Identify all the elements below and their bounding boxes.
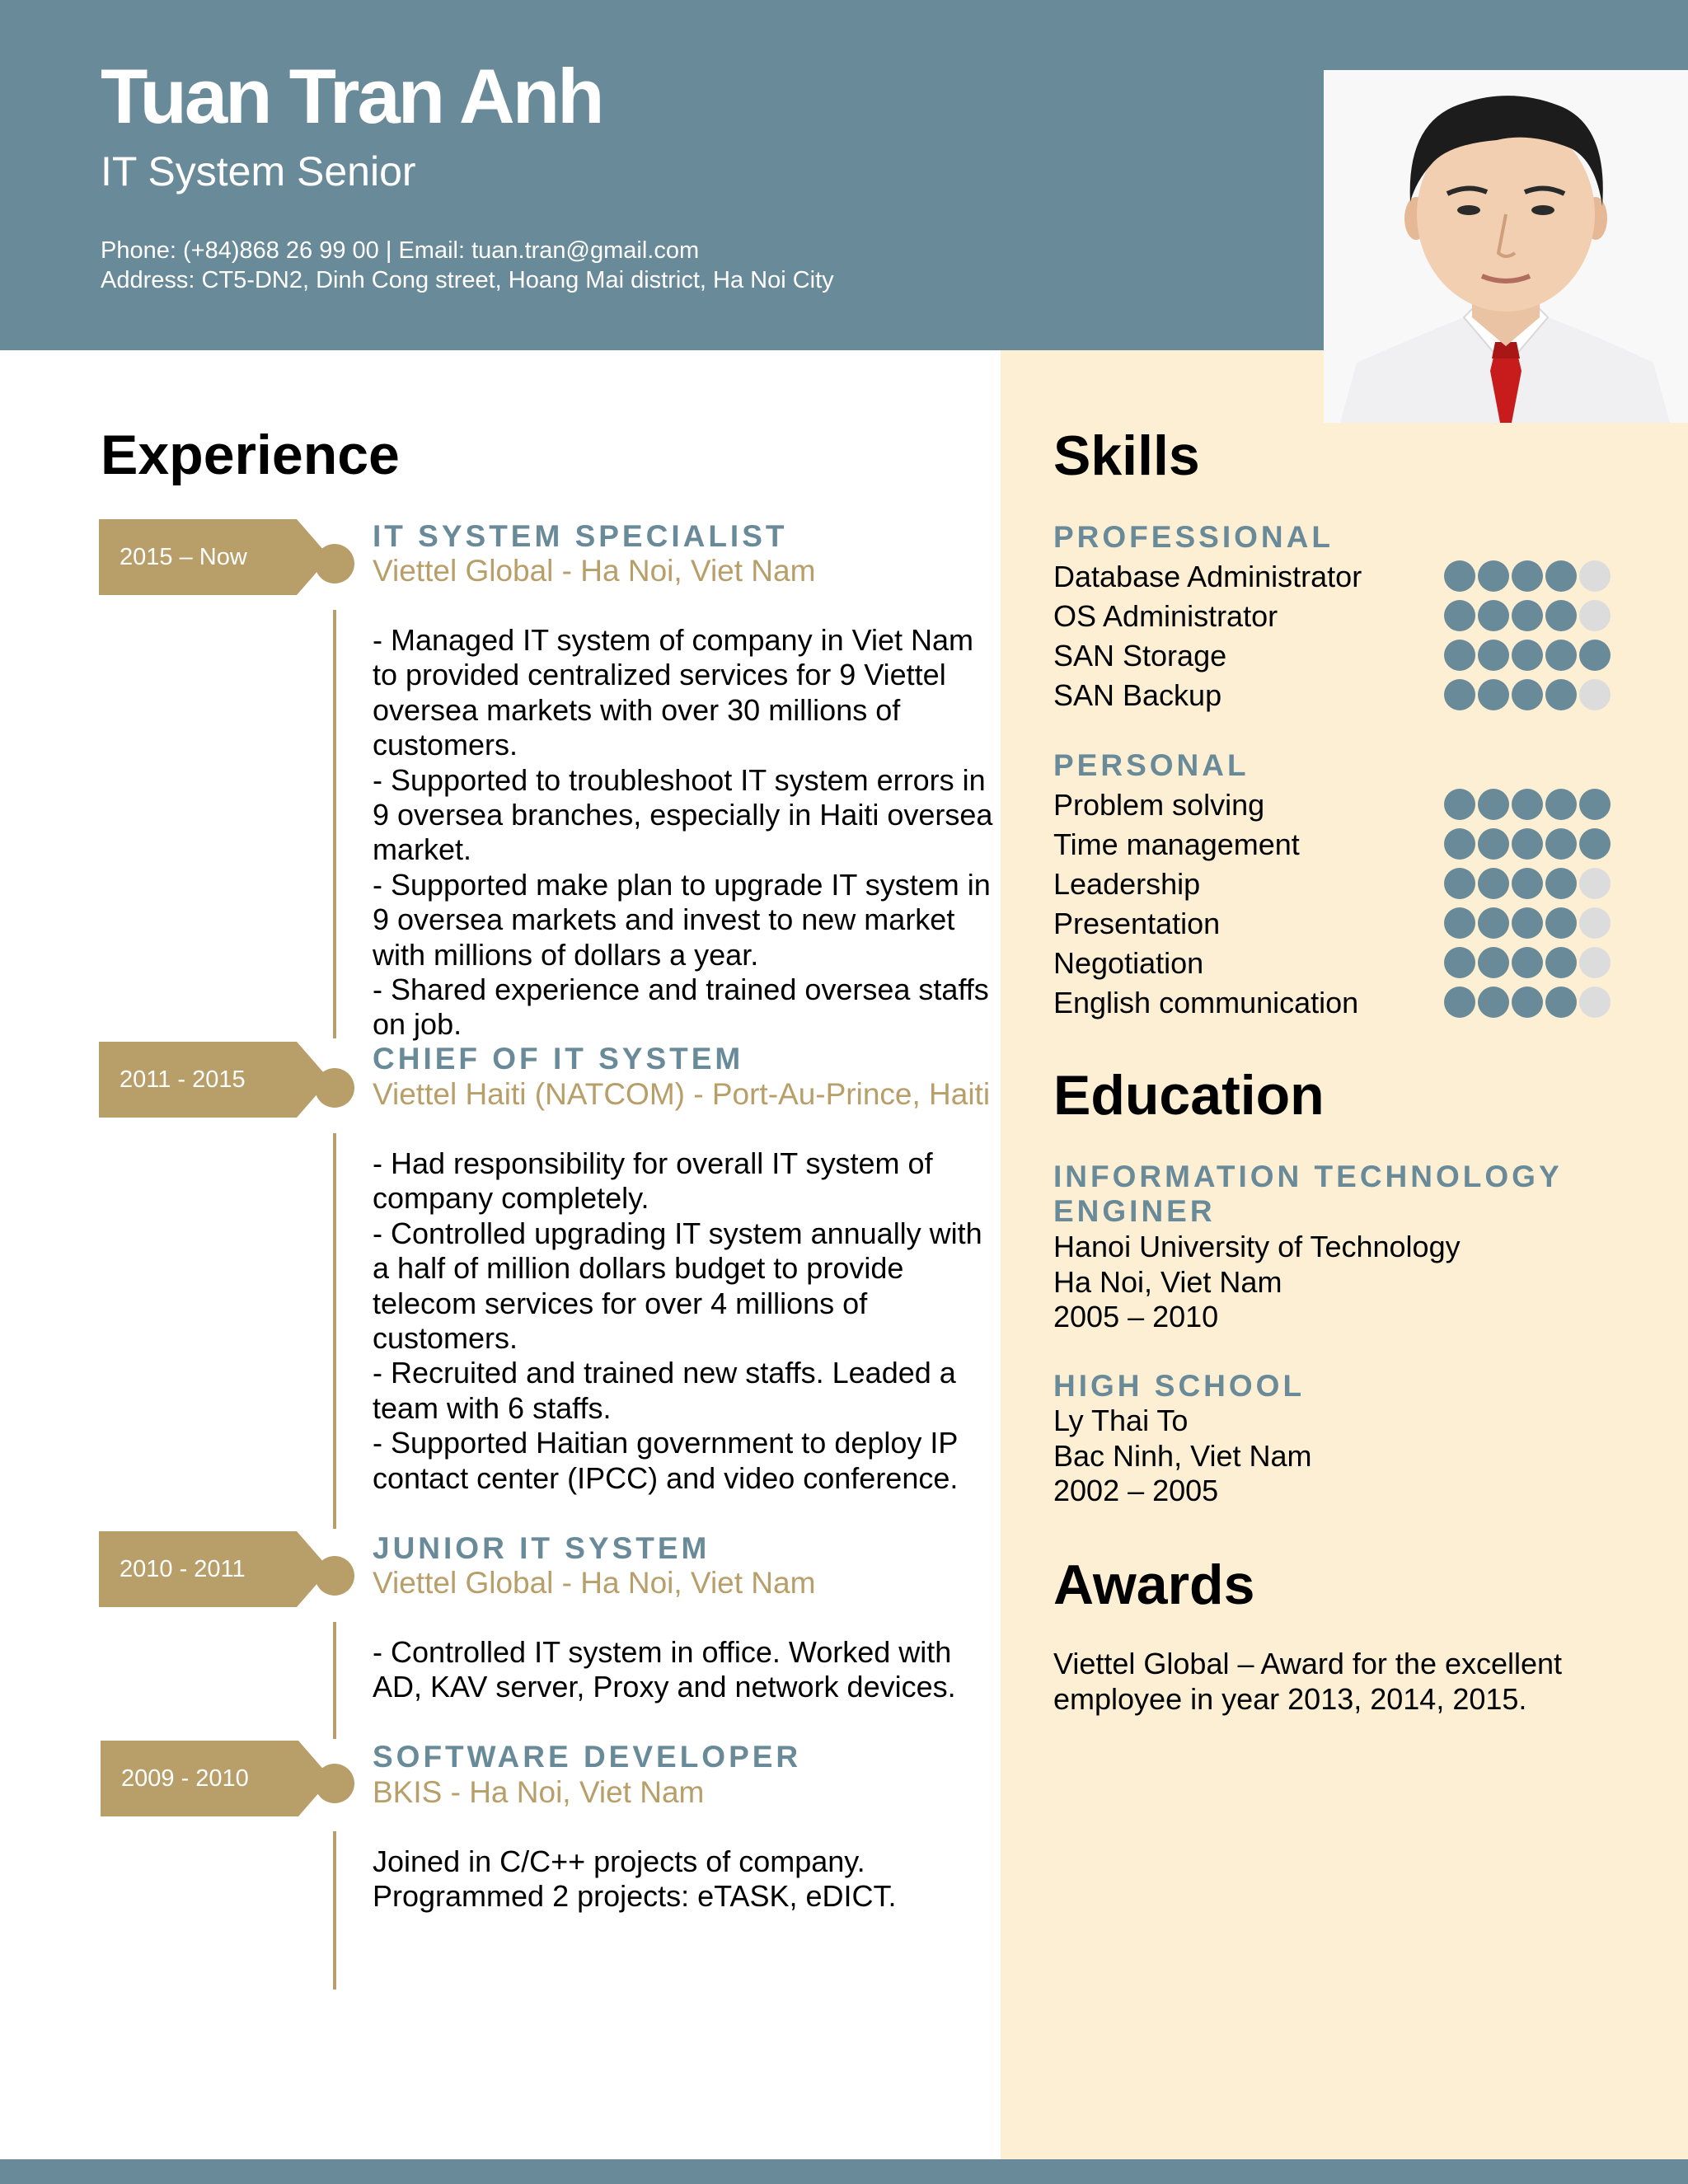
skill-rating xyxy=(1444,600,1611,631)
rating-dot-filled xyxy=(1545,679,1577,710)
timeline-line xyxy=(333,1622,336,1739)
education-years: 2002 – 2005 xyxy=(1053,1474,1219,1507)
rating-dot-filled xyxy=(1545,828,1577,860)
timeline-line xyxy=(333,1133,336,1529)
rating-dot-filled xyxy=(1444,679,1475,710)
rating-dot-filled xyxy=(1512,868,1543,899)
job-bullet: Programmed 2 projects: eTASK, eDICT. xyxy=(373,1879,897,1914)
rating-dot-empty xyxy=(1579,987,1611,1018)
rating-dot-filled xyxy=(1478,679,1509,710)
contact-line-phone-email: Phone: (+84)868 26 99 00 | Email: tuan.tran@gmail.com xyxy=(101,237,700,264)
job-bullet: Joined in C/C++ projects of company. xyxy=(373,1844,865,1878)
skill-row xyxy=(1053,679,1614,719)
rating-dot-filled xyxy=(1545,789,1577,820)
skill-row xyxy=(1053,560,1614,600)
rating-dot-empty xyxy=(1579,560,1611,592)
skill-row xyxy=(1053,828,1614,868)
skill-name: OS Administrator xyxy=(1053,599,1278,633)
job-company: Viettel Global - Ha Noi, Viet Nam xyxy=(373,1566,816,1600)
job-bullet: - Shared experience and trained oversea staffs on job. xyxy=(373,972,989,1042)
education-degree-line: ENGINER xyxy=(1053,1194,1216,1228)
rating-dot-filled xyxy=(1444,907,1475,939)
rating-dot-filled xyxy=(1512,560,1543,592)
job-bullet: - Had responsibility for overall IT system of company completely. xyxy=(373,1146,933,1216)
education-details xyxy=(1053,1230,1461,1335)
job-description xyxy=(373,1635,999,1705)
rating-dot-filled xyxy=(1478,907,1509,939)
rating-dot-empty xyxy=(1579,600,1611,631)
skills-heading: Skills xyxy=(1053,424,1200,487)
education-degree-line: INFORMATION TECHNOLOGY xyxy=(1053,1160,1563,1193)
job-role: IT System Senior xyxy=(101,148,416,194)
skill-row xyxy=(1053,640,1614,679)
rating-dot-filled xyxy=(1444,828,1475,860)
rating-dot-filled xyxy=(1478,987,1509,1018)
footer-bar xyxy=(0,2159,1688,2184)
skill-rating xyxy=(1444,868,1611,899)
date-tag-label: 2015 – Now xyxy=(120,543,247,570)
education-school: Ly Thai To xyxy=(1053,1404,1189,1437)
education-degree xyxy=(1053,1160,1563,1229)
rating-dot-filled xyxy=(1478,828,1509,860)
rating-dot-filled xyxy=(1545,987,1577,1018)
skill-row xyxy=(1053,947,1614,987)
job-description xyxy=(373,1844,999,1915)
skill-name: Time management xyxy=(1053,827,1300,861)
skill-row xyxy=(1053,789,1614,828)
rating-dot-empty xyxy=(1579,907,1611,939)
skill-row xyxy=(1053,907,1614,947)
job-title: IT SYSTEM SPECIALIST xyxy=(373,519,788,553)
award-item xyxy=(1053,1647,1630,1717)
skill-rating xyxy=(1444,789,1611,820)
rating-dot-filled xyxy=(1512,987,1543,1018)
skill-rating xyxy=(1444,828,1611,860)
job-bullet: - Managed IT system of company in Viet Nam to provided centralized services for 9 Viettel oversea markets with over 30 millions of customers. xyxy=(373,623,973,762)
portrait-illustration xyxy=(1324,70,1688,423)
rating-dot-filled xyxy=(1512,789,1543,820)
date-tag xyxy=(101,1741,298,1816)
date-tag xyxy=(99,1531,297,1607)
rating-dot-filled xyxy=(1478,947,1509,978)
rating-dot-filled xyxy=(1512,679,1543,710)
rating-dot-filled xyxy=(1579,828,1611,860)
rating-dot-filled xyxy=(1512,640,1543,671)
education-location: Bac Ninh, Viet Nam xyxy=(1053,1438,1312,1473)
job-description xyxy=(373,1146,999,1496)
rating-dot-empty xyxy=(1579,868,1611,899)
rating-dot-filled xyxy=(1512,828,1543,860)
rating-dot-filled xyxy=(1545,600,1577,631)
rating-dot-filled xyxy=(1478,560,1509,592)
rating-dot-filled xyxy=(1545,560,1577,592)
education-heading: Education xyxy=(1053,1064,1325,1127)
skill-row xyxy=(1053,600,1614,640)
education-school: Hanoi University of Technology xyxy=(1053,1230,1461,1263)
rating-dot-filled xyxy=(1545,947,1577,978)
candidate-name: Tuan Tran Anh xyxy=(101,53,603,139)
rating-dot-filled xyxy=(1512,907,1543,939)
experience-heading: Experience xyxy=(101,424,400,486)
skill-name: Leadership xyxy=(1053,867,1201,901)
rating-dot-filled xyxy=(1545,868,1577,899)
job-company: Viettel Global - Ha Noi, Viet Nam xyxy=(373,554,816,588)
job-company: BKIS - Ha Noi, Viet Nam xyxy=(373,1775,705,1809)
rating-dot-filled xyxy=(1444,640,1475,671)
rating-dot-empty xyxy=(1579,947,1611,978)
job-title: JUNIOR IT SYSTEM xyxy=(373,1531,710,1565)
timeline-line xyxy=(333,610,336,1038)
education-years: 2005 – 2010 xyxy=(1053,1300,1219,1333)
timeline-dot xyxy=(315,1556,354,1596)
award-line: employee in year 2013, 2014, 2015. xyxy=(1053,1681,1527,1716)
skill-name: English communication xyxy=(1053,986,1359,1019)
job-bullet: - Recruited and trained new staffs. Leaded a team with 6 staffs. xyxy=(373,1356,956,1425)
timeline-dot xyxy=(315,1068,354,1108)
job-title: SOFTWARE DEVELOPER xyxy=(373,1740,802,1774)
timeline-dot xyxy=(315,1764,354,1803)
timeline-line xyxy=(333,1831,336,1990)
skill-row xyxy=(1053,868,1614,907)
rating-dot-filled xyxy=(1444,600,1475,631)
awards-heading: Awards xyxy=(1053,1554,1255,1616)
rating-dot-filled xyxy=(1478,600,1509,631)
skills-personal-heading: PERSONAL xyxy=(1053,748,1250,782)
contact-line-address: Address: CT5-DN2, Dinh Cong street, Hoang Mai district, Ha Noi City xyxy=(101,267,834,293)
skill-row xyxy=(1053,987,1614,1026)
skill-rating xyxy=(1444,907,1611,939)
rating-dot-filled xyxy=(1444,868,1475,899)
job-company: Viettel Haiti (NATCOM) - Port-Au-Prince, Haiti xyxy=(373,1077,991,1111)
date-tag-label: 2010 - 2011 xyxy=(120,1555,246,1582)
skill-rating xyxy=(1444,987,1611,1018)
rating-dot-filled xyxy=(1444,789,1475,820)
rating-dot-filled xyxy=(1545,640,1577,671)
job-description xyxy=(373,623,999,1043)
rating-dot-filled xyxy=(1579,640,1611,671)
rating-dot-filled xyxy=(1444,947,1475,978)
education-degree xyxy=(1053,1369,1305,1404)
rating-dot-filled xyxy=(1512,947,1543,978)
job-bullet: - Supported make plan to upgrade IT system in 9 oversea markets and invest to new market with millions of dollars a year. xyxy=(373,867,991,972)
award-line: Viettel Global – Award for the excellent xyxy=(1053,1647,1563,1680)
skill-name: SAN Backup xyxy=(1053,678,1222,712)
rating-dot-filled xyxy=(1512,600,1543,631)
rating-dot-filled xyxy=(1478,789,1509,820)
skill-name: Presentation xyxy=(1053,907,1221,940)
rating-dot-filled xyxy=(1579,789,1611,820)
skill-name: Database Administrator xyxy=(1053,560,1362,593)
date-tag xyxy=(99,1042,297,1118)
contact-info xyxy=(101,236,834,295)
education-degree-line: HIGH SCHOOL xyxy=(1053,1369,1306,1403)
education-details xyxy=(1053,1404,1311,1509)
date-tag-label: 2011 - 2015 xyxy=(120,1066,246,1093)
rating-dot-filled xyxy=(1444,987,1475,1018)
rating-dot-filled xyxy=(1444,560,1475,592)
rating-dot-empty xyxy=(1579,679,1611,710)
skill-name: SAN Storage xyxy=(1053,639,1227,673)
rating-dot-filled xyxy=(1545,907,1577,939)
skills-professional-heading: PROFESSIONAL xyxy=(1053,520,1334,554)
timeline-dot xyxy=(315,544,354,583)
job-title: CHIEF OF IT SYSTEM xyxy=(373,1042,744,1076)
profile-photo xyxy=(1324,70,1688,423)
skill-rating xyxy=(1444,679,1611,710)
education-location: Ha Noi, Viet Nam xyxy=(1053,1264,1282,1299)
job-bullet: - Controlled upgrading IT system annually with a half of million dollars budget to provide telecom services for over 4 millions of customers. xyxy=(373,1216,982,1356)
rating-dot-filled xyxy=(1478,868,1509,899)
skill-rating xyxy=(1444,640,1611,671)
skill-name: Problem solving xyxy=(1053,788,1265,822)
skill-rating xyxy=(1444,947,1611,978)
skill-rating xyxy=(1444,560,1611,592)
rating-dot-filled xyxy=(1478,640,1509,671)
job-bullet: - Supported to troubleshoot IT system errors in 9 oversea branches, especially in Haiti oversea market. xyxy=(373,762,993,867)
date-tag xyxy=(99,519,297,595)
skill-name: Negotiation xyxy=(1053,946,1204,980)
job-bullet: - Supported Haitian government to deploy IP contact center (IPCC) and video conference. xyxy=(373,1426,959,1495)
job-bullet: - Controlled IT system in office. Worked with AD, KAV server, Proxy and network devices. xyxy=(373,1635,956,1704)
date-tag-label: 2009 - 2010 xyxy=(121,1765,249,1792)
